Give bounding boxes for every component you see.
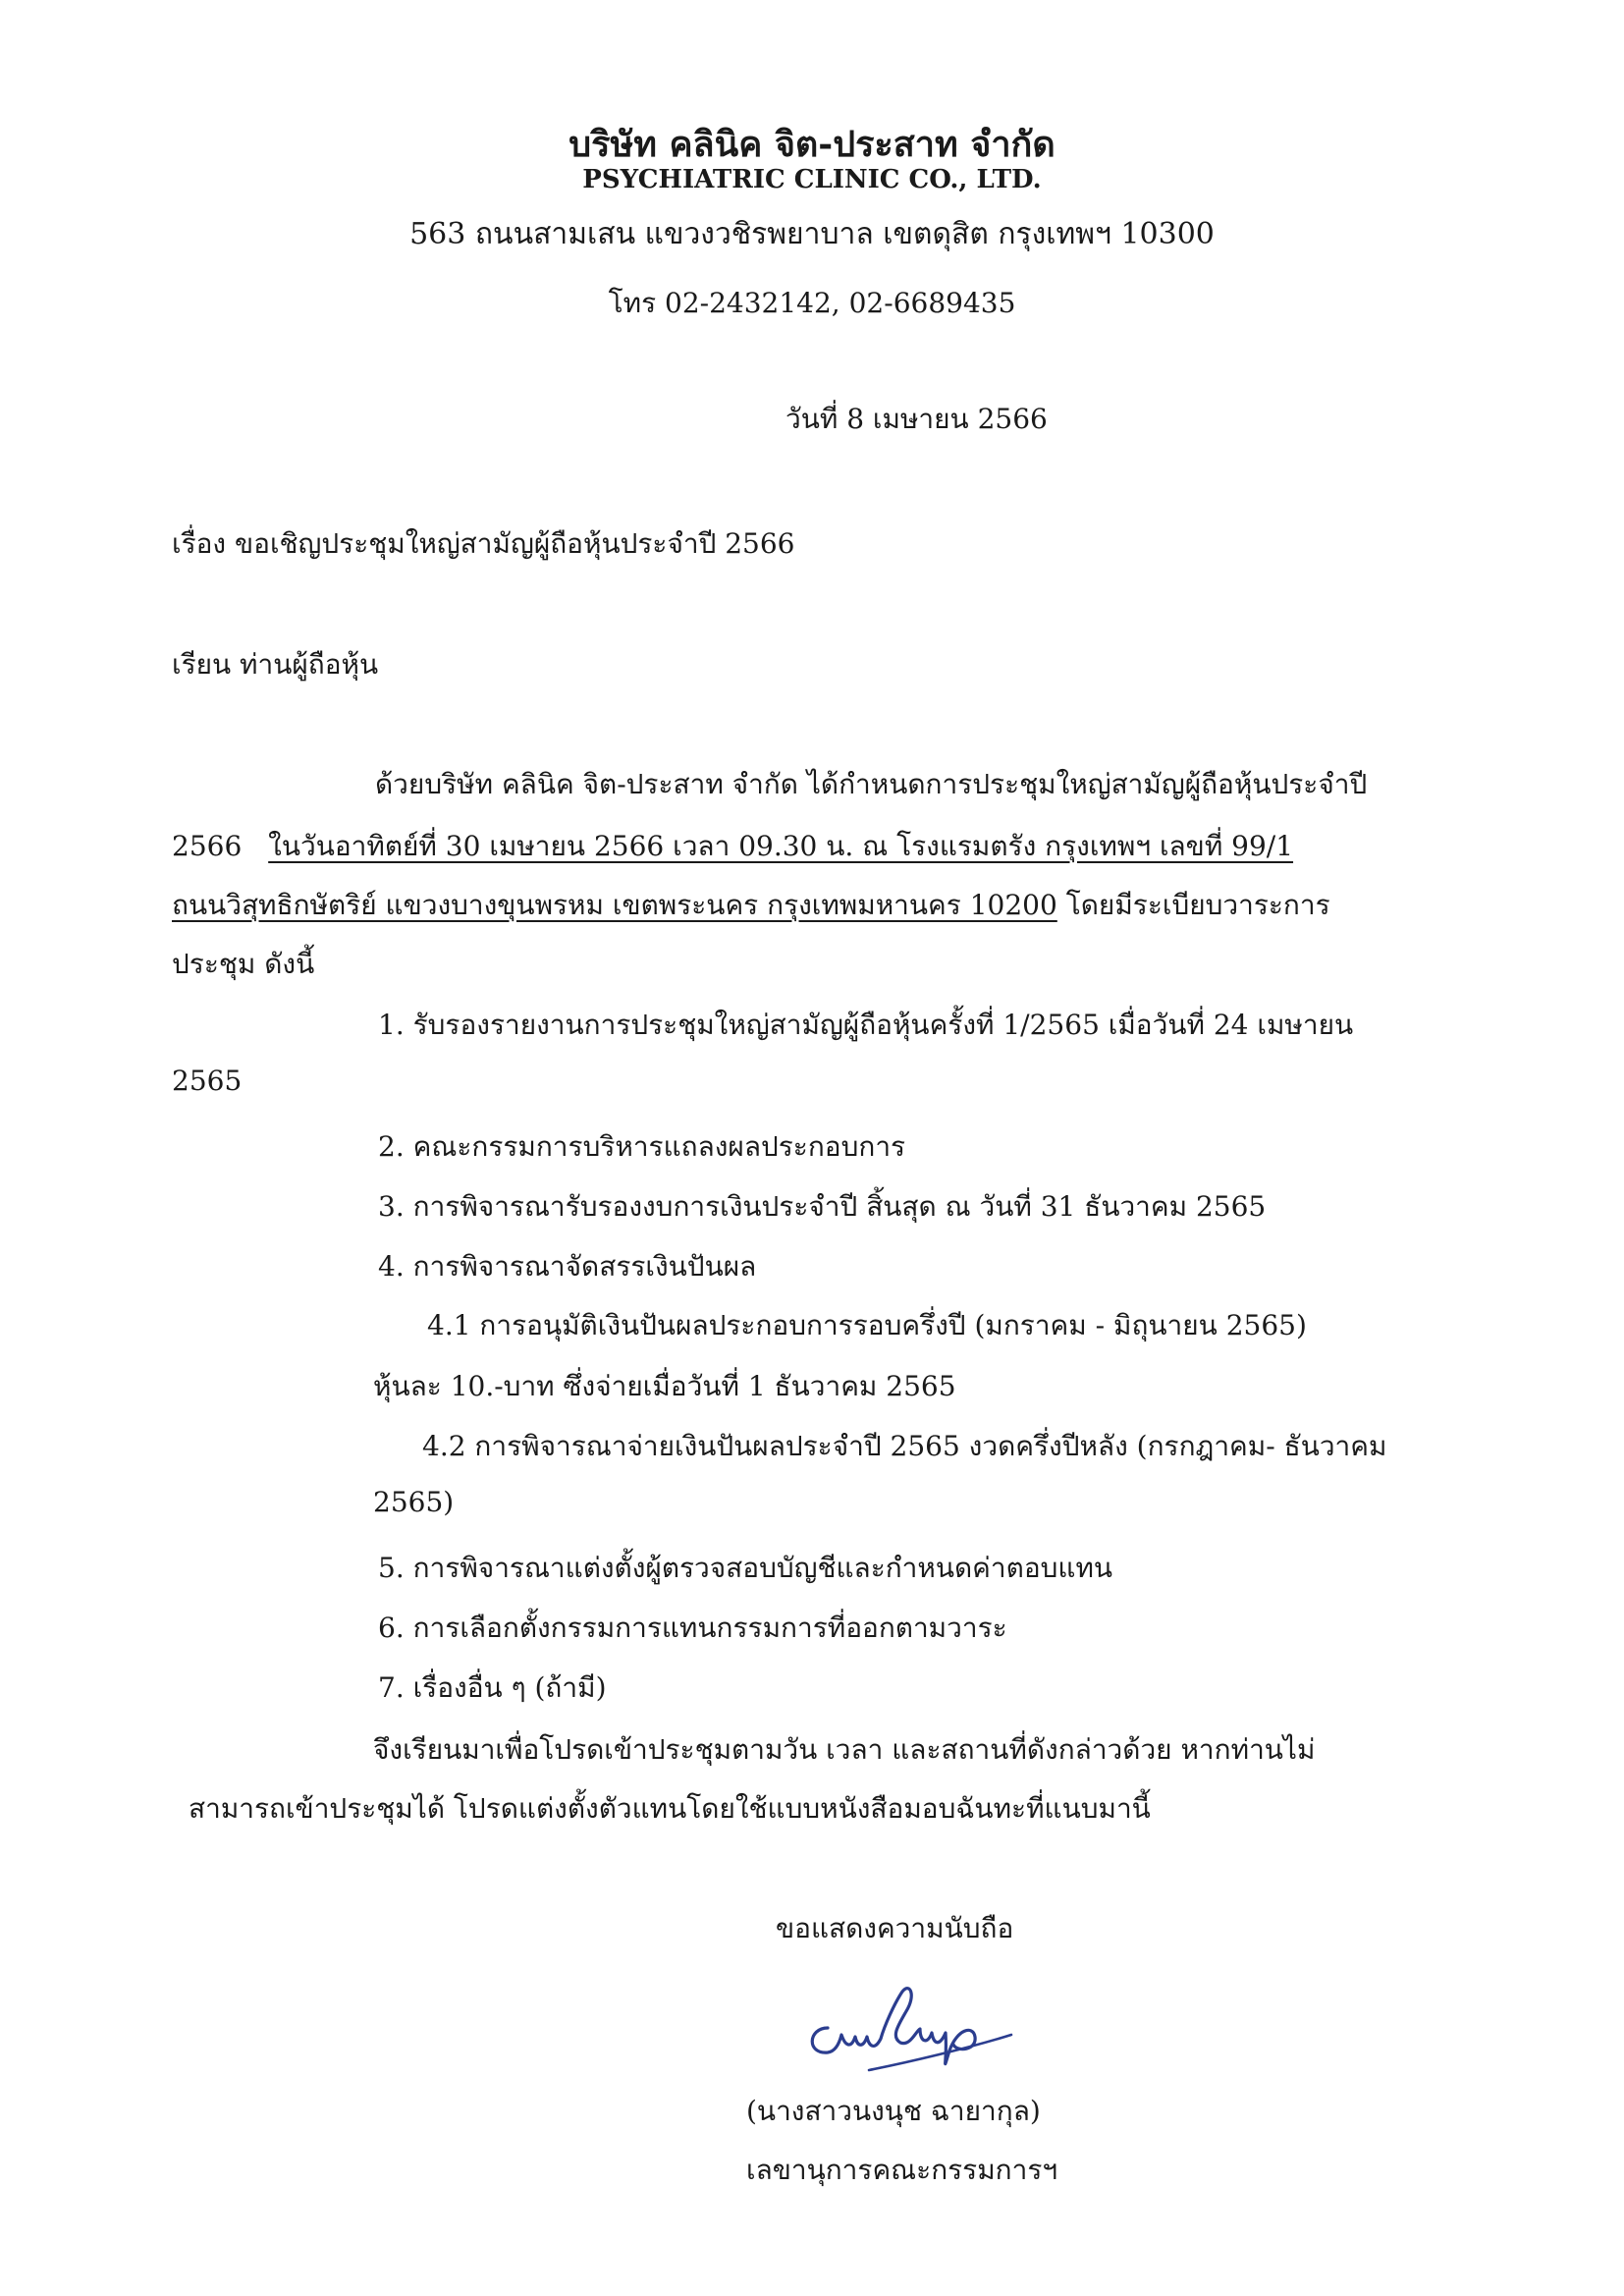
intro-line-1: ด้วยบริษัท คลินิค จิต-ประสาท จำกัด ได้กำหนดการประชุมใหญ่สามัญผู้ถือหุ้นประจำปี: [375, 768, 1368, 800]
agenda-item-3: 3. การพิจารณารับรองงบการเงินประจำปี สิ้นสุด ณ วันที่ 31 ธันวาคม 2565: [378, 1190, 1267, 1223]
agenda-lead-in: โดยมีระเบียบวาระการ: [1065, 889, 1330, 921]
agenda-item-7: 7. เรื่องอื่น ๆ (ถ้ามี): [378, 1671, 607, 1704]
company-phone: โทร 02-2432142, 02-6689435: [608, 287, 1016, 319]
agenda-item-4: 4. การพิจารณาจัดสรรเงินปันผล: [378, 1250, 757, 1283]
agenda-item-2: 2. คณะกรรมการบริหารแถลงผลประกอบการ: [378, 1130, 906, 1163]
agenda-item-6: 6. การเลือกตั้งกรรมการแทนกรรมการที่ออกตามวาระ: [378, 1612, 1007, 1644]
company-name-thai: บริษัท คลินิค จิต-ประสาท จำกัด: [568, 124, 1056, 165]
closing-line-1: จึงเรียนมาเพื่อโปรดเข้าประชุมตามวัน เวลา และสถานที่ดังกล่าวด้วย หากท่านไม่: [373, 1733, 1316, 1766]
signature: [800, 1974, 1026, 2082]
meeting-datetime-venue: ในวันอาทิตย์ที่ 30 เมษายน 2566 เวลา 09.30 น. ณ โรงแรมตรัง กรุงเทพฯ เลขที่ 99/1: [268, 830, 1294, 862]
intro-line-4: ประชุม ดังนี้: [172, 948, 315, 980]
intro-line-3: [172, 884, 1330, 927]
company-name-english: PSYCHIATRIC CLINIC CO., LTD.: [582, 165, 1042, 194]
agenda-item-1: 1. รับรองรายงานการประชุมใหญ่สามัญผู้ถือหุ้นครั้งที่ 1/2565 เมื่อวันที่ 24 เมษายน: [378, 1009, 1354, 1041]
agenda-item-4-2-continuation: 2565): [373, 1486, 455, 1518]
regards: ขอแสดงความนับถือ: [776, 1912, 1014, 1944]
agenda-item-4-1: 4.1 การอนุมัติเงินปันผลประกอบการรอบครึ่งปี (มกราคม - มิถุนายน 2565): [427, 1309, 1307, 1341]
letter-subject: เรื่อง ขอเชิญประชุมใหญ่สามัญผู้ถือหุ้นประจำปี 2566: [172, 527, 795, 560]
signatory-title: เลขานุการคณะกรรมการฯ: [746, 2154, 1058, 2186]
agenda-item-4-2: 4.2 การพิจารณาจ่ายเงินปันผลประจำปี 2565 งวดครึ่งปีหลัง (กรกฎาคม- ธันวาคม: [422, 1430, 1387, 1462]
signatory-name: (นางสาวนงนุช ฉายากุล): [746, 2095, 1041, 2127]
venue-address: ถนนวิสุทธิกษัตริย์ แขวงบางขุนพรหม เขตพระนคร กรุงเทพมหานคร 10200: [172, 889, 1057, 921]
intro-line-2: [172, 825, 1293, 868]
company-address: 563 ถนนสามเสน แขวงวชิรพยาบาล เขตดุสิต กรุงเทพฯ 10300: [409, 217, 1215, 251]
agenda-item-4-1-continuation: หุ้นละ 10.-บาท ซึ่งจ่ายเมื่อวันที่ 1 ธันวาคม 2565: [373, 1370, 956, 1402]
agenda-item-1-continuation: 2565: [172, 1065, 243, 1097]
intro-year: 2566: [172, 830, 243, 862]
closing-line-2: สามารถเข้าประชุมได้ โปรดแต่งตั้งตัวแทนโดยใช้แบบหนังสือมอบฉันทะที่แนบมานี้: [189, 1792, 1151, 1825]
letter-recipient: เรียน ท่านผู้ถือหุ้น: [172, 648, 379, 681]
letter-date: วันที่ 8 เมษายน 2566: [785, 403, 1048, 435]
agenda-item-5: 5. การพิจารณาแต่งตั้งผู้ตรวจสอบบัญชีและกำหนดค่าตอบแทน: [378, 1552, 1113, 1584]
